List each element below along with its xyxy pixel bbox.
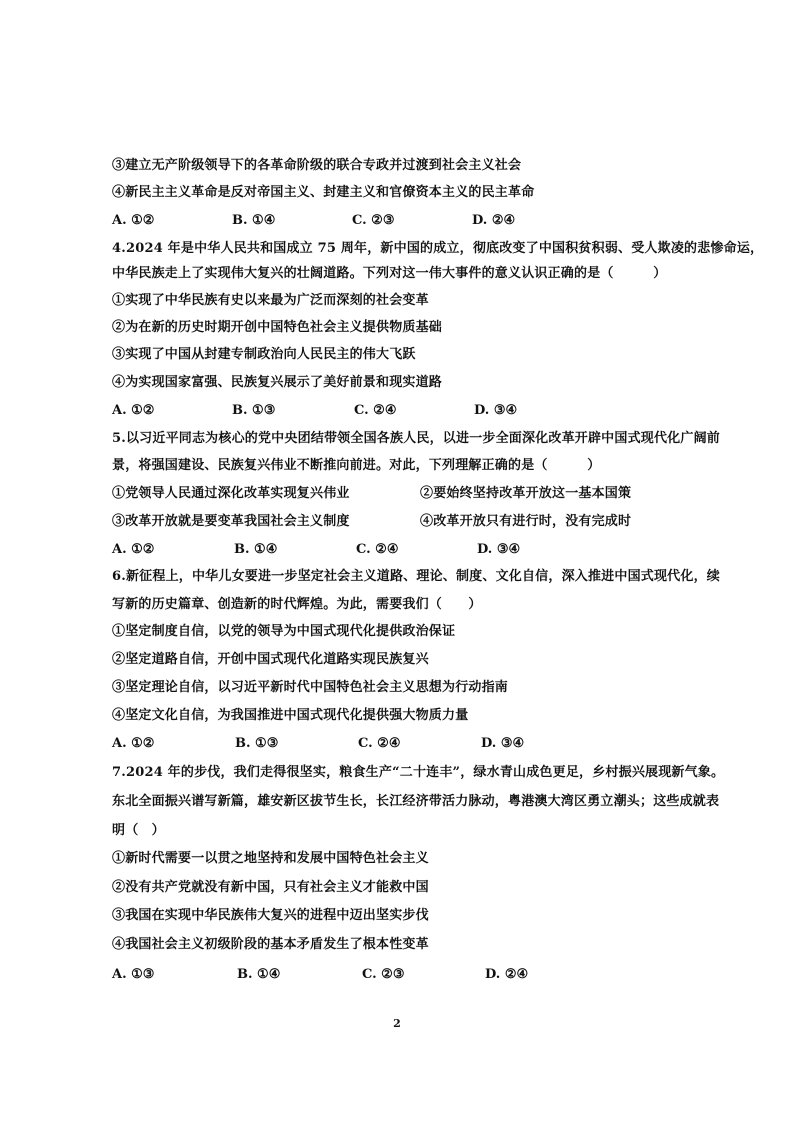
q4-option-c: C. ②④: [354, 403, 397, 418]
q4-statement-3: ③实现了中国从封建专制政治向人民民主的伟大飞跃: [112, 347, 416, 362]
q4-statement-4: ④为实现国家富强、民族复兴展示了美好前景和现实道路: [112, 375, 443, 390]
q3-option-c: C. ②③: [352, 213, 395, 228]
q5-statement-2: ②要始终坚持改革开放这一基本国策: [420, 486, 632, 501]
q5-statement-3: ③改革开放就是要变革我国社会主义制度: [112, 514, 350, 529]
q4-option-d: D. ③④: [474, 403, 518, 418]
q4-stem-line-1: 4.2024 年是中华人民共和国成立 75 周年，新中国的成立，彻底改变了中国积贫积弱、受人欺凌的悲惨命运，: [112, 241, 764, 256]
q7-stem-line-2: 东北全面振兴谱写新篇，雄安新区拔节生长，长江经济带活力脉动，粤港澳大湾区勇立潮头；这些成就表: [112, 794, 720, 809]
q3-statement-3: ③建立无产阶级领导下的各革命阶级的联合专政并过渡到社会主义社会: [112, 158, 522, 173]
q5-statement-1: ①党领导人民通过深化改革实现复兴伟业: [112, 486, 350, 501]
q4-option-b: B. ①③: [232, 403, 276, 418]
q7-option-a: A. ①③: [112, 967, 155, 982]
q5-option-b: B. ①④: [234, 542, 278, 557]
q7-stem-line-1: 7.2024 年的步伐，我们走得很坚实，粮食生产“二十连丰”，绿水青山成色更足，乡村振兴展现新气象。: [112, 765, 725, 780]
q4-stem-line-2: 中华民族走上了实现伟大复兴的壮阔道路。下列对这一伟大事件的意义认识正确的是（ ）: [112, 266, 667, 281]
q3-option-b: B. ①④: [232, 213, 276, 228]
q7-statement-1: ①新时代需要一以贯之地坚持和发展中国特色社会主义: [112, 851, 429, 866]
q6-option-a: A. ①②: [112, 736, 155, 751]
page-number: 2: [393, 1017, 401, 1030]
q6-option-b: B. ①③: [235, 736, 279, 751]
q4-statement-2: ②为在新的历史时期开创中国特色社会主义提供物质基础: [112, 320, 443, 335]
q4-statement-1: ①实现了中华民族有史以来最为广泛而深刻的社会变革: [112, 293, 429, 308]
q5-stem-line-1: 5.以习近平同志为核心的党中央团结带领全国各族人民，以进一步全面深化改革开辟中国式现代化广阔前: [112, 431, 720, 446]
q3-statement-4: ④新民主主义革命是反对帝国主义、封建主义和官僚资本主义的民主革命: [112, 185, 535, 200]
q4-option-a: A. ①②: [112, 403, 155, 418]
q7-statement-2: ②没有共产党就没有新中国，只有社会主义才能救中国: [112, 880, 429, 895]
q5-statement-4: ④改革开放只有进行时，没有完成时: [420, 514, 632, 529]
q7-option-b: B. ①④: [237, 967, 281, 982]
q7-statement-4: ④我国社会主义初级阶段的基本矛盾发生了根本性变革: [112, 937, 429, 952]
q6-statement-3: ③坚定理论自信，以习近平新时代中国特色社会主义思想为行动指南: [112, 680, 509, 695]
q6-statement-2: ②坚定道路自信，开创中国式现代化道路实现民族复兴: [112, 652, 429, 667]
q5-option-a: A. ①②: [112, 542, 155, 557]
q6-option-c: C. ②④: [358, 736, 401, 751]
q7-option-c: C. ②③: [362, 967, 405, 982]
q6-statement-4: ④坚定文化自信，为我国推进中国式现代化提供强大物质力量: [112, 708, 469, 723]
q5-option-d: D. ③④: [477, 542, 521, 557]
q7-option-d: D. ②④: [485, 967, 529, 982]
q6-option-d: D. ③④: [481, 736, 525, 751]
q3-option-a: A. ①②: [112, 213, 155, 228]
q7-statement-3: ③我国在实现中华民族伟大复兴的进程中迈出坚实步伐: [112, 908, 429, 923]
q7-stem-line-3: 明（ ）: [112, 823, 165, 838]
q6-stem-line-1: 6.新征程上，中华儿女要进一步坚定社会主义道路、理论、制度、文化自信，深入推进中国式现代化，续: [112, 569, 720, 584]
q3-option-d: D. ②④: [472, 213, 516, 228]
q5-stem-line-2: 景，将强国建设、民族复兴伟业不断推向前进。对此，下列理解正确的是（ ）: [112, 458, 601, 473]
q6-statement-1: ①坚定制度自信，以党的领导为中国式现代化提供政治保证: [112, 624, 456, 639]
q5-option-c: C. ②④: [356, 542, 399, 557]
q6-stem-line-2: 写新的历史篇章、创造新的时代辉煌。为此，需要我们（ ）: [112, 597, 482, 612]
